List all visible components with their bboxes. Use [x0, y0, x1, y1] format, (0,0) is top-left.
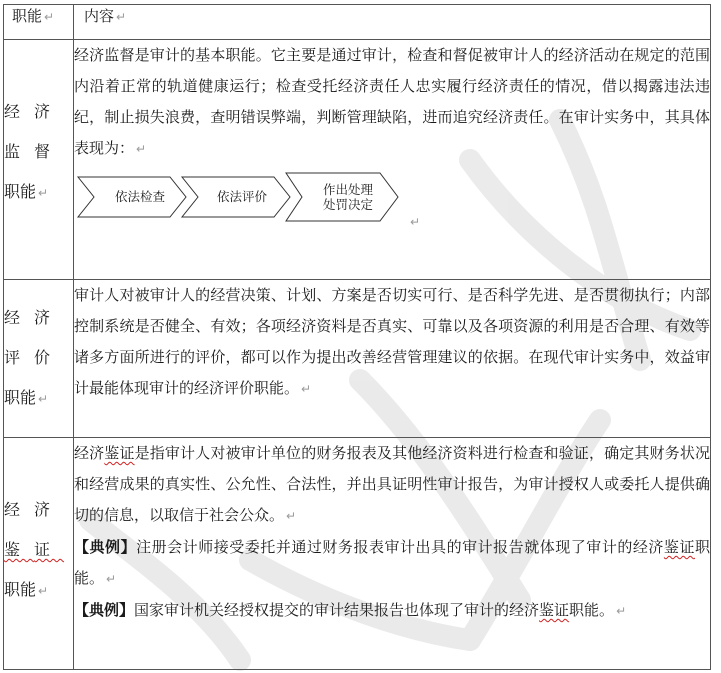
row-content-attestation [74, 438, 711, 670]
label-char: 鉴 [4, 540, 35, 559]
flow-step-3-line2: 处罚决定 [322, 197, 373, 212]
supervision-paragraph: 经济监督是审计的基本职能。它主要是通过审计，检查和督促被审计人的经济活动在规定的范围内沿着正常的轨道健康运行；检查受托经济责任人忠实履行经济责任的情况，借以揭露违法违纪，制止损失浪费，查明错误弊端，判断管理缺陷，进而追究经济责任。在审计实务中，其具体表现为： ↵ [74, 46, 710, 157]
label-char: 经 [4, 102, 35, 121]
label-char: 职能 [4, 182, 37, 201]
label-char: 职能 [4, 580, 37, 599]
header-content-label: 内容 [84, 7, 115, 25]
evaluation-paragraph: 审计人对被审计人的经营决策、计划、方案是否切实可行、是否科学先进、是否贯彻执行；内部控制系统是否健全、有效；各项经济资料是否真实、可靠以及各项资源的利用是否合理、有效等诸多方面所进行的评价，都可以作为提出改善经营管理建议的依据。在现代审计实务中，效益审计最能体现审计的经济评价职能。 ↵ [74, 286, 710, 397]
functions-table [3, 4, 711, 670]
label-char: 证 [34, 540, 65, 559]
row-content-supervision [74, 40, 711, 280]
example-2-tag: 【典例】 [74, 601, 135, 619]
row-label-evaluation: 经济 评价 职能 ↵ [4, 280, 74, 438]
label-char: 价 [34, 348, 65, 367]
example-2-term: 鉴证 [539, 601, 570, 619]
example-1-text-a: 注册会计师接受委托并通过财务报表审计出具的审计报告就体现了审计的经济 [136, 538, 664, 556]
example-2-text-a: 国家审计机关经授权提交的审计结果报告也体现了审计的经济 [134, 601, 540, 619]
row-label-supervision: 经济 监督 职能 ↵ [4, 40, 74, 280]
flow-step-3-line1: 作出处理 [322, 182, 373, 197]
label-char: 监 [4, 142, 35, 161]
label-char: 职能 [4, 388, 37, 407]
example-1-paragraph: 【典例】注册会计师接受委托并通过财务报表审计出具的审计报告就体现了审计的经济鉴证职能。 ↵ [74, 538, 710, 587]
example-2-text-c: 职能。 [569, 601, 615, 619]
table-row-attestation [4, 438, 711, 670]
label-char: 评 [4, 348, 35, 367]
row-label-attestation: 经济 鉴证 职能 ↵ [4, 438, 74, 670]
label-char: 济 [34, 308, 65, 327]
header-function-label: 职能 [12, 7, 43, 25]
label-char: 济 [34, 102, 65, 121]
attestation-term: 鉴证 [104, 444, 135, 462]
example-1-text-c: 职能。 [74, 538, 710, 587]
table-row-evaluation [4, 280, 711, 438]
label-char: 经 [4, 500, 35, 519]
process-flow-diagram: 依法检查 依法评价 作出处理 处罚决定 ↵ [74, 169, 710, 225]
table-row-supervision [4, 40, 711, 280]
header-cell-content: 内容 ↵ [74, 5, 711, 40]
label-char: 济 [34, 500, 65, 519]
example-1-tag: 【典例】 [74, 538, 137, 556]
label-char: 经 [4, 308, 35, 327]
supervision-text: 经济监督是审计的基本职能。它主要是通过审计，检查和督促被审计人的经济活动在规定的范围内沿着正常的轨道健康运行；检查受托经济责任人忠实履行经济责任的情况，借以揭露违法违纪，制止损失浪费，查明错误弊端，判断管理缺陷，进而追究经济责任。在审计实务中，其具体表现为： [74, 46, 710, 157]
example-2-paragraph: 【典例】国家审计机关经授权提交的审计结果报告也体现了审计的经济鉴证职能。 ↵ [74, 601, 627, 619]
flow-step-1-label: 依法检查 [114, 189, 165, 204]
row-content-evaluation [74, 280, 711, 438]
flow-step-2-label: 依法评价 [216, 189, 267, 204]
label-char: 督 [34, 142, 65, 161]
header-cell-function: 职能 ↵ [4, 5, 74, 40]
attestation-text-c: 是指审计人对被审计单位的财务报表及其他经济资料进行检查和验证，确定其财务状况和经营成果的真实性、公允性、合法性，并出具证明性审计报告，为审计授权人或委托人提供确切的信息，以取信于社会公众。 [74, 444, 710, 524]
flow-step-3-label [308, 182, 388, 212]
example-1-term: 鉴证 [663, 538, 695, 556]
attestation-text-a: 经济 [74, 444, 105, 462]
table-header-row [4, 5, 711, 40]
evaluation-text: 审计人对被审计人的经营决策、计划、方案是否切实可行、是否科学先进、是否贯彻执行；内部控制系统是否健全、有效；各项经济资料是否真实、可靠以及各项资源的利用是否合理、有效等诸多方面所进行的评价，都可以作为提出改善经营管理建议的依据。在现代审计实务中，效益审计最能体现审计的经济评价职能。 [74, 286, 710, 397]
attestation-paragraph: 经济鉴证是指审计人对被审计单位的财务报表及其他经济资料进行检查和验证，确定其财务状况和经营成果的真实性、公允性、合法性，并出具证明性审计报告，为审计授权人或委托人提供确切的信息，以取信于社会公众。 ↵ [74, 444, 710, 524]
